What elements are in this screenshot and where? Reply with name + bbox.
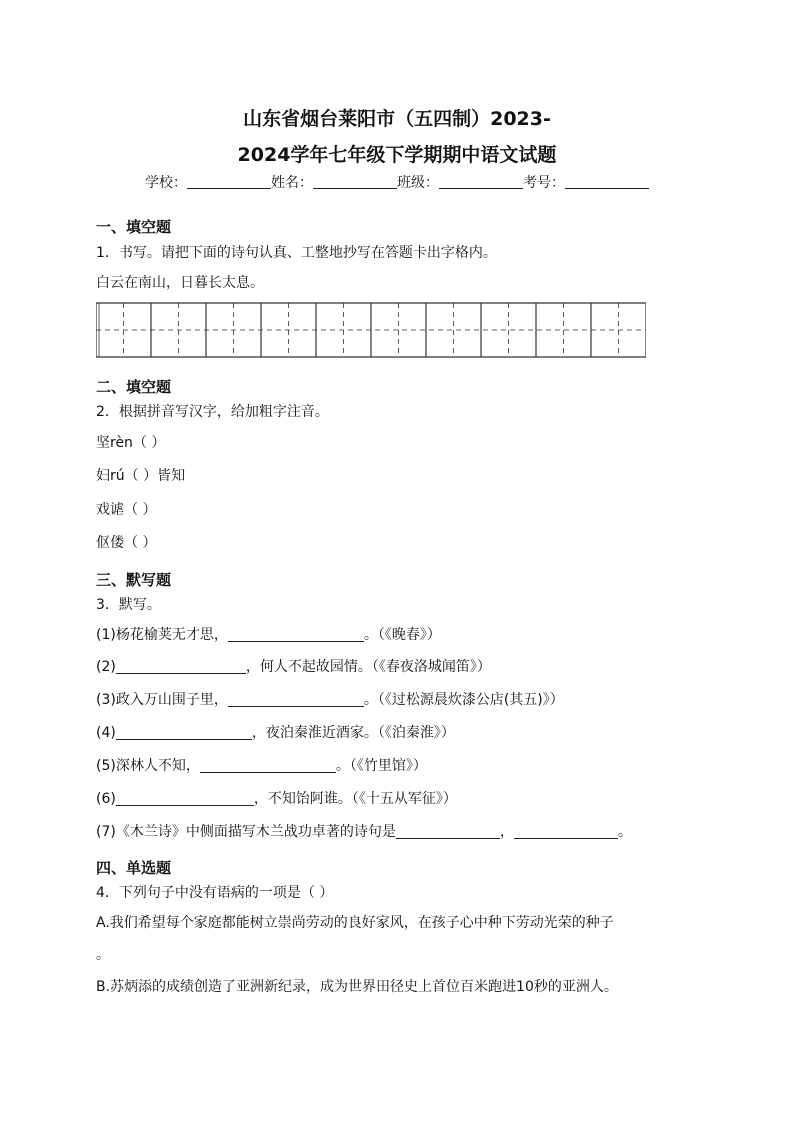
section-heading-4: 四、单选题 <box>96 859 172 877</box>
q3-item-4-prefix: (4) <box>96 725 116 741</box>
section-heading-1: 一、填空题 <box>96 218 172 236</box>
q3-item-5-blank[interactable] <box>200 758 336 773</box>
q4-option-b[interactable]: B.苏炳添的成绩创造了亚洲新纪录，成为世界田径史上首位百米跑进10秒的亚洲人。 <box>96 979 618 995</box>
class-blank[interactable] <box>439 174 523 189</box>
school-blank[interactable] <box>187 174 271 189</box>
q3-item-5-suffix: 。（《竹里馆》） <box>335 758 427 774</box>
q3-item-2 <box>96 656 491 676</box>
q3-item-6-prefix: (6) <box>96 791 116 807</box>
q3-item-6-blank[interactable] <box>116 791 254 806</box>
q2-item-3: 戏谑（ ） <box>96 502 157 518</box>
exam-title-line1: 山东省烟台莱阳市（五四制）2023- <box>243 108 551 130</box>
q3-item-7-blank-1[interactable] <box>396 824 500 839</box>
class-label: 班级： <box>397 175 439 191</box>
q3-item-5 <box>96 755 427 775</box>
q3-item-3 <box>96 689 564 709</box>
q3-item-6 <box>96 788 457 808</box>
q3-item-1-blank[interactable] <box>228 627 364 642</box>
q3-item-2-suffix: ，何人不起故园情。（《春夜洛城闻笛》） <box>245 659 491 675</box>
name-label: 姓名： <box>271 175 313 191</box>
q2-item-2: 妇rú（ ）皆知 <box>96 468 186 484</box>
q4-prompt: 4．下列句子中没有语病的一项是（ ） <box>96 885 334 901</box>
q3-item-3-blank[interactable] <box>228 692 364 707</box>
q3-item-4-blank[interactable] <box>116 725 252 740</box>
q3-item-4 <box>96 722 455 742</box>
student-info-line <box>0 172 794 192</box>
q3-item-2-blank[interactable] <box>116 659 246 674</box>
q3-item-1-prefix: (1)杨花榆荚无才思， <box>96 627 228 643</box>
q3-prompt: 3．默写。 <box>96 597 161 613</box>
q4-option-a[interactable]: A.我们希望每个家庭都能树立崇尚劳动的良好家风，在孩子心中种下劳动光荣的种子 <box>96 915 614 931</box>
q2-prompt: 2．根据拼音写汉字，给加粗字注音。 <box>96 404 329 420</box>
q3-item-4-suffix: ，夜泊秦淮近酒家。（《泊秦淮》） <box>251 725 455 741</box>
q3-item-3-suffix: 。（《过松源晨炊漆公店(其五)》） <box>363 692 564 708</box>
q1-prompt: 1．书写。请把下面的诗句认真、工整地抄写在答题卡出字格内。 <box>96 245 497 261</box>
q3-item-5-prefix: (5)深林人不知， <box>96 758 200 774</box>
q3-item-6-suffix: ，不知饴阿谁。（《十五从军征》） <box>253 791 457 807</box>
q3-item-1-suffix: 。（《晚春》） <box>363 627 441 643</box>
name-blank[interactable] <box>313 174 397 189</box>
q2-item-4: 伛偻（ ） <box>96 535 157 551</box>
exam-no-label: 考号： <box>523 175 565 191</box>
q3-item-7-suffix: 。 <box>617 824 632 840</box>
q4-option-a-cont: 。 <box>96 947 110 963</box>
q3-item-7-prefix: (7)《木兰诗》中侧面描写木兰战功卓著的诗句是 <box>96 824 396 840</box>
q2-item-1: 坚rèn（ ） <box>96 435 166 451</box>
q3-item-7-blank-2[interactable] <box>514 824 618 839</box>
section-heading-2: 二、填空题 <box>96 378 172 396</box>
school-label: 学校： <box>145 175 187 191</box>
section-heading-3: 三、默写题 <box>96 571 172 589</box>
exam-no-blank[interactable] <box>565 174 649 189</box>
q3-item-7-middle: ， <box>499 824 514 840</box>
q3-item-1 <box>96 624 441 644</box>
q1-poem: 白云在南山，日暮长太息。 <box>96 275 264 291</box>
writing-grid[interactable] <box>96 302 646 358</box>
q3-item-3-prefix: (3)政入万山围子里， <box>96 692 228 708</box>
q3-item-7 <box>96 821 632 841</box>
exam-title-line2: 2024学年七年级下学期期中语文试题 <box>237 144 557 166</box>
q3-item-2-prefix: (2) <box>96 659 116 675</box>
